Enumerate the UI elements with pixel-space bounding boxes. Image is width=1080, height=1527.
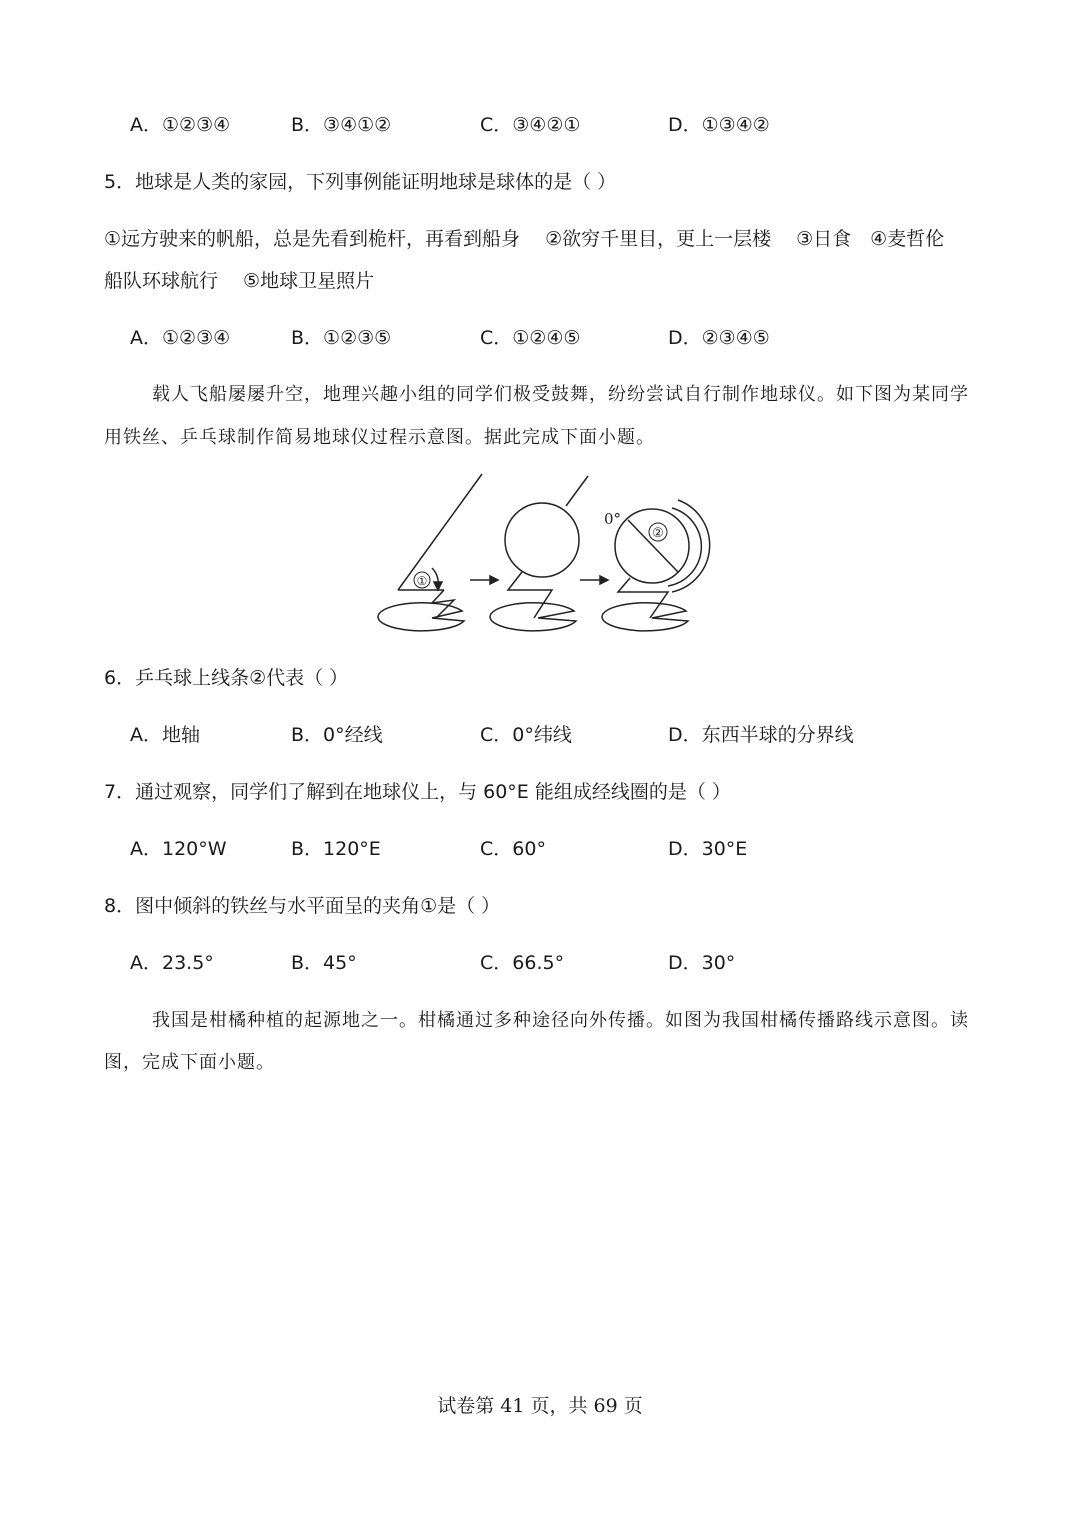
- q4-option-a: A．①②③④: [130, 114, 231, 136]
- passage1-line1: 载人飞船屡屡升空，地理兴趣小组的同学们极受鼓舞，纷纷尝试自行制作地球仪。如下图为某同学: [152, 384, 969, 405]
- stage3-meridian-ring-inner: [668, 508, 701, 586]
- q5-stem: 5．地球是人类的家园，下列事例能证明地球是球体的是（ ）: [104, 171, 617, 193]
- label-angle-one: ①: [416, 574, 428, 588]
- q4-option-b: B．③④①②: [291, 114, 392, 136]
- stage3-base-plate: [602, 603, 688, 631]
- label-line-two: ②: [652, 526, 664, 541]
- passage2-line1: 我国是柑橘种植的起源地之一。柑橘通过多种途径向外传播。如图为我国柑橘传播路线示意图。读: [152, 1010, 969, 1031]
- q5-items-line2: 船队环球航行 ⑤地球卫星照片: [104, 270, 375, 292]
- q6-option-c: C．0°纬线: [480, 724, 572, 746]
- stage2-axis-wire: [566, 476, 588, 506]
- stage2-base-plate: [490, 603, 576, 631]
- passage1-line2: 用铁丝、乒乓球制作简易地球仪过程示意图。据此完成下面小题。: [104, 427, 655, 448]
- q5-option-d: D．②③④⑤: [668, 327, 770, 349]
- stage3-meridian-ring: [672, 500, 710, 592]
- stage1-base-plate: [378, 603, 464, 631]
- q8-option-a: A．23.5°: [130, 952, 214, 974]
- q5-option-b: B．①②③⑤: [291, 327, 392, 349]
- q8-option-c: C．66.5°: [480, 952, 565, 974]
- q8-option-d: D．30°: [668, 952, 736, 974]
- q6-option-a: A．地轴: [130, 724, 200, 746]
- q4-option-c: C．③④②①: [480, 114, 581, 136]
- q6-option-d: D．东西半球的分界线: [668, 724, 854, 746]
- globe-construction-figure: [372, 468, 712, 652]
- q4-option-d: D．①③④②: [668, 114, 770, 136]
- q7-option-b: B．120°E: [291, 838, 381, 860]
- stage2-ball: [505, 503, 579, 577]
- arrow-2-head: [600, 576, 608, 584]
- page-footer: 试卷第 41 页，共 69 页: [437, 1395, 643, 1417]
- q7-option-c: C．60°: [480, 838, 546, 860]
- q7-stem: 7．通过观察，同学们了解到在地球仪上，与 60°E 能组成经线圈的是（ ）: [104, 781, 731, 803]
- stage2-z-stand: [508, 572, 552, 618]
- q8-option-b: B．45°: [291, 952, 357, 974]
- passage2-line2: 图，完成下面小题。: [104, 1052, 275, 1073]
- q6-option-b: B．0°经线: [291, 724, 383, 746]
- stage1-incline-wire: [398, 474, 482, 590]
- globe-construction-diagram: [372, 468, 712, 648]
- q8-stem: 8．图中倾斜的铁丝与水平面呈的夹角①是（ ）: [104, 895, 501, 917]
- q7-option-a: A．120°W: [130, 838, 227, 860]
- q5-option-c: C．①②④⑤: [480, 327, 581, 349]
- q5-items-line1: ①远方驶来的帆船，总是先看到桅杆，再看到船身 ②欲穷千里目，更上一层楼 ③日食 ④麦哲伦: [104, 228, 945, 250]
- arrow-1-head: [490, 576, 498, 584]
- label-zero-degree: 0°: [604, 510, 622, 528]
- angle-arrow-head: [434, 582, 442, 590]
- stage3-z-stand: [618, 578, 668, 618]
- q6-stem: 6．乒乓球上线条②代表（ ）: [104, 667, 349, 689]
- q5-option-a: A．①②③④: [130, 327, 231, 349]
- q7-option-d: D．30°E: [668, 838, 748, 860]
